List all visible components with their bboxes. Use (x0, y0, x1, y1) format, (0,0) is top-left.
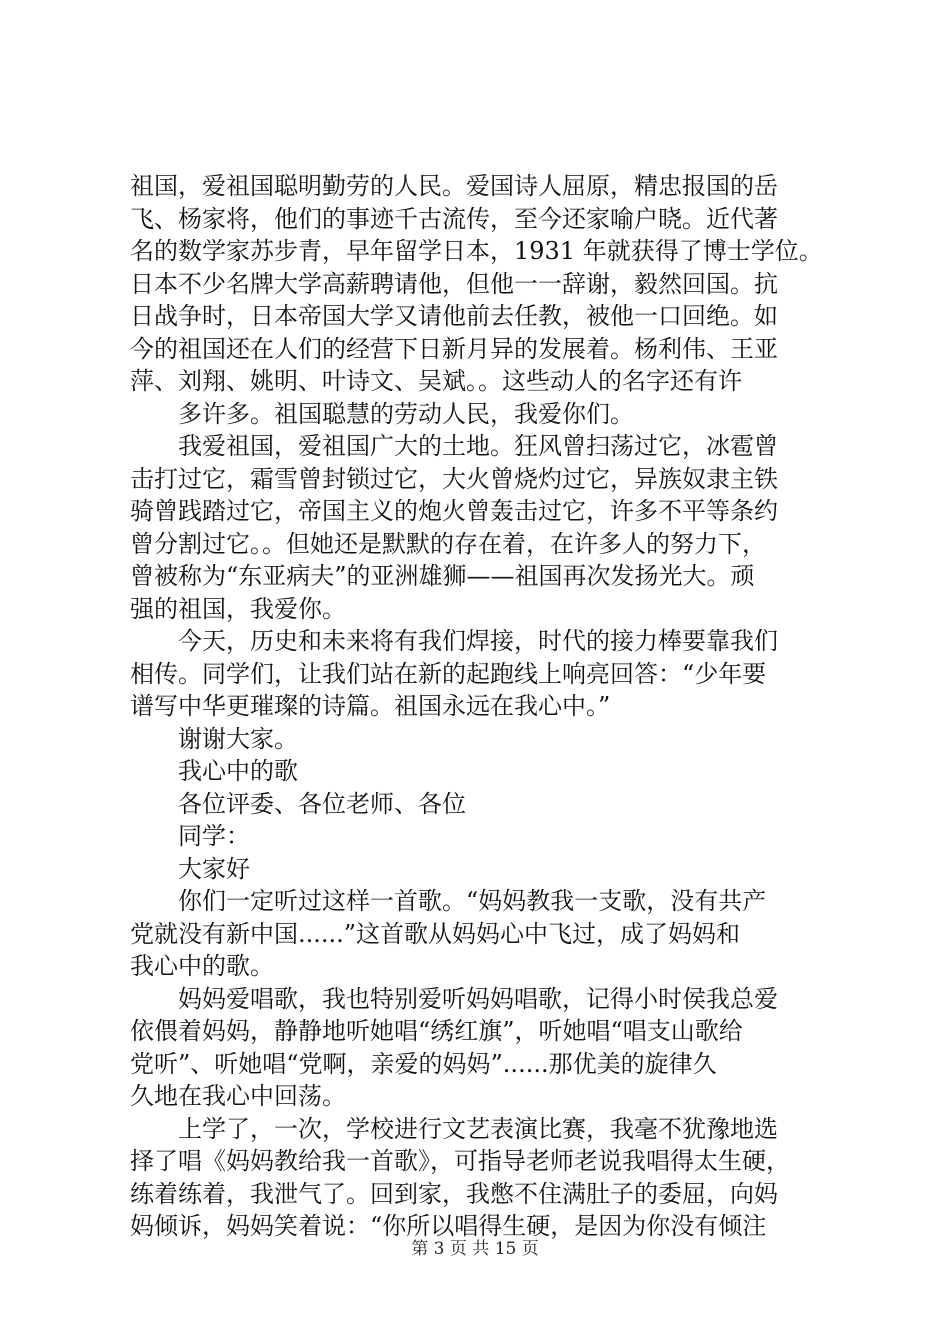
text-line: 久地在我心中回荡。 (130, 1082, 346, 1110)
text-line: 谱写中华更璀璨的诗篇。祖国永远在我心中。” (130, 692, 611, 720)
text-line: 党听”、听她唱“党啊，亲爱的妈妈”......那优美的旋律久 (130, 1049, 717, 1078)
text-line: 相传。同学们，让我们站在新的起跑线上响亮回答：“少年要 (130, 659, 767, 688)
paragraph-start-line: 妈妈爱唱歌，我也特别爱听妈妈唱歌，记得小时侯我总爱 (178, 984, 778, 1013)
text-line: 名的数学家苏步青，早年留学日本，1931 年就获得了博士学位。 (130, 237, 823, 265)
paragraph-start-line: 你们一定听过这样一首歌。“妈妈教我一支歌，没有共产 (178, 887, 767, 915)
text-line: 日战争时，日本帝国大学又请他前去任教，被他一口回绝。如 (130, 302, 778, 330)
text-line: 党就没有新中国......”这首歌从妈妈心中飞过，成了妈妈和 (130, 919, 741, 948)
text-line: 多许多。祖国聪慧的劳动人民，我爱你们。 (178, 399, 634, 428)
text-line: 萍、刘翔、姚明、叶诗文、吴斌。。这些动人的名字还有许 (130, 367, 742, 395)
text-line: 择了唱《妈妈教给我一首歌》，可指导老师老说我唱得太生硬， (130, 1147, 790, 1175)
closing-line: 谢谢大家。 (178, 724, 298, 753)
text-line: 日本不少名牌大学高薪聘请他，但他一一辞谢，毅然回国。抗 (130, 269, 778, 298)
salutation-line: 同学： (178, 822, 250, 850)
page-number-footer: 第 3 页 共 15 页 (411, 1239, 539, 1259)
text-line: 强的祖国，我爱你。 (130, 594, 346, 623)
text-line: 练着练着，我泄气了。回到家，我憋不住满肚子的委屈，向妈 (130, 1179, 778, 1208)
paragraph-start-line: 今天，历史和未来将有我们焊接，时代的接力棒要靠我们 (178, 627, 778, 655)
text-line: 依偎着妈妈，静静地听她唱“绣红旗”，听她唱“唱支山歌给 (130, 1017, 743, 1045)
text-line: 飞、杨家将，他们的事迹千古流传，至今还家喻户晓。近代著 (130, 204, 778, 233)
paragraph-start-line: 我爱祖国，爱祖国广大的土地。狂风曾扫荡过它，冰雹曾 (178, 432, 778, 460)
text-line: 妈倾诉，妈妈笑着说：“你所以唱得生硬，是因为你没有倾注 (130, 1212, 767, 1240)
text-line: 今的祖国还在人们的经营下日新月异的发展着。杨利伟、王亚 (130, 334, 778, 363)
text-line: 我心中的歌。 (130, 952, 274, 980)
text-line: 曾被称为“东亚病夫”的亚洲雄狮——祖国再次发扬光大。顽 (130, 562, 755, 590)
greeting-line: 大家好 (178, 854, 250, 883)
document-body (130, 170, 830, 1243)
text-line: 骑曾践踏过它，帝国主义的炮火曾轰击过它，许多不平等条约 (130, 497, 778, 525)
paragraph-start-line: 上学了，一次，学校进行文艺表演比赛，我毫不犹豫地选 (178, 1114, 778, 1143)
speech-title: 我心中的歌 (178, 757, 298, 785)
text-line: 击打过它，霜雪曾封锁过它，大火曾烧灼过它，异族奴隶主铁 (130, 464, 778, 493)
text-line: 祖国，爱祖国聪明勤劳的人民。爱国诗人屈原，精忠报国的岳 (130, 172, 778, 200)
salutation-line: 各位评委、各位老师、各位 (178, 789, 466, 818)
text-line: 曾分割过它。。但她还是默默的存在着，在许多人的努力下， (130, 529, 766, 558)
